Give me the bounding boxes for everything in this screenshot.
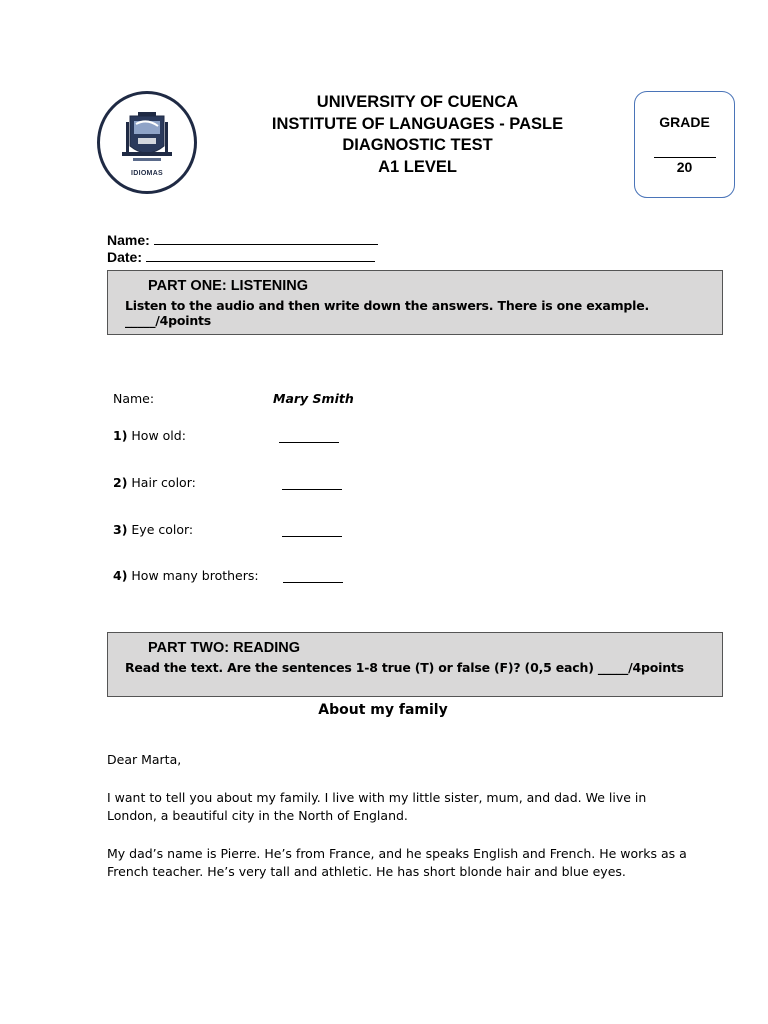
name-label: Name: [107, 232, 150, 248]
name-blank[interactable] [154, 232, 378, 245]
part-two-title: PART TWO: READING [148, 640, 300, 656]
answer-blank-4[interactable] [283, 570, 343, 583]
question-number: 2) [113, 475, 128, 490]
letter-greeting: Dear Marta, [107, 752, 182, 767]
answer-blank-2[interactable] [282, 477, 342, 490]
grade-total: 20 [676, 159, 693, 175]
part-two-box [107, 632, 723, 697]
grade-score-blank[interactable] [654, 157, 716, 158]
document-header [230, 92, 605, 178]
question-4 [113, 568, 259, 583]
grade-label: GRADE [659, 114, 710, 130]
question-text: How old: [131, 428, 186, 443]
university-title: UNIVERSITY OF CUENCA [316, 93, 519, 111]
logo-text: IDIOMAS [130, 170, 164, 177]
institute-title: INSTITUTE OF LANGUAGES - PASLE [271, 114, 564, 133]
answer-blank-1[interactable] [279, 430, 339, 443]
date-label: Date: [107, 249, 143, 265]
reading-title: About my family [318, 702, 448, 718]
question-1 [113, 428, 186, 443]
question-number: 3) [113, 522, 128, 537]
question-number: 4) [113, 568, 128, 583]
reading-paragraph-1: I want to tell you about my family. I live with my little sister, mum, and dad. We live in London, a beautiful city in the North of England. [107, 790, 647, 823]
test-title: DIAGNOSTIC TEST [342, 136, 493, 154]
question-3 [113, 522, 193, 537]
example-answer: Mary Smith [273, 391, 354, 406]
question-text: How many brothers: [131, 568, 259, 583]
name-field [107, 232, 378, 248]
question-text: Eye color: [131, 522, 194, 537]
grade-box [634, 91, 735, 198]
question-number: 1) [113, 428, 128, 443]
date-field [107, 249, 375, 265]
part-one-title: PART ONE: LISTENING [148, 278, 309, 294]
part-one-instruction: Listen to the audio and then write down the answers. There is one example. _____/4points [125, 298, 650, 328]
question-2 [113, 475, 196, 490]
part-two-instruction: Read the text. Are the sentences 1-8 true (T) or false (F)? (0,5 each) _____/4points [125, 660, 684, 675]
reading-paragraph-2: My dad’s name is Pierre. He’s from France, and he speaks English and French. He works as a French teacher. He’s very tall and athletic. He has short blonde hair and blue eyes. [107, 846, 687, 879]
example-label: Name: [113, 391, 155, 406]
university-logo [97, 91, 197, 194]
question-text: Hair color: [131, 475, 196, 490]
part-one-box [107, 270, 723, 335]
answer-blank-3[interactable] [282, 524, 342, 537]
level-title: A1 LEVEL [378, 157, 457, 176]
date-blank[interactable] [146, 249, 375, 262]
